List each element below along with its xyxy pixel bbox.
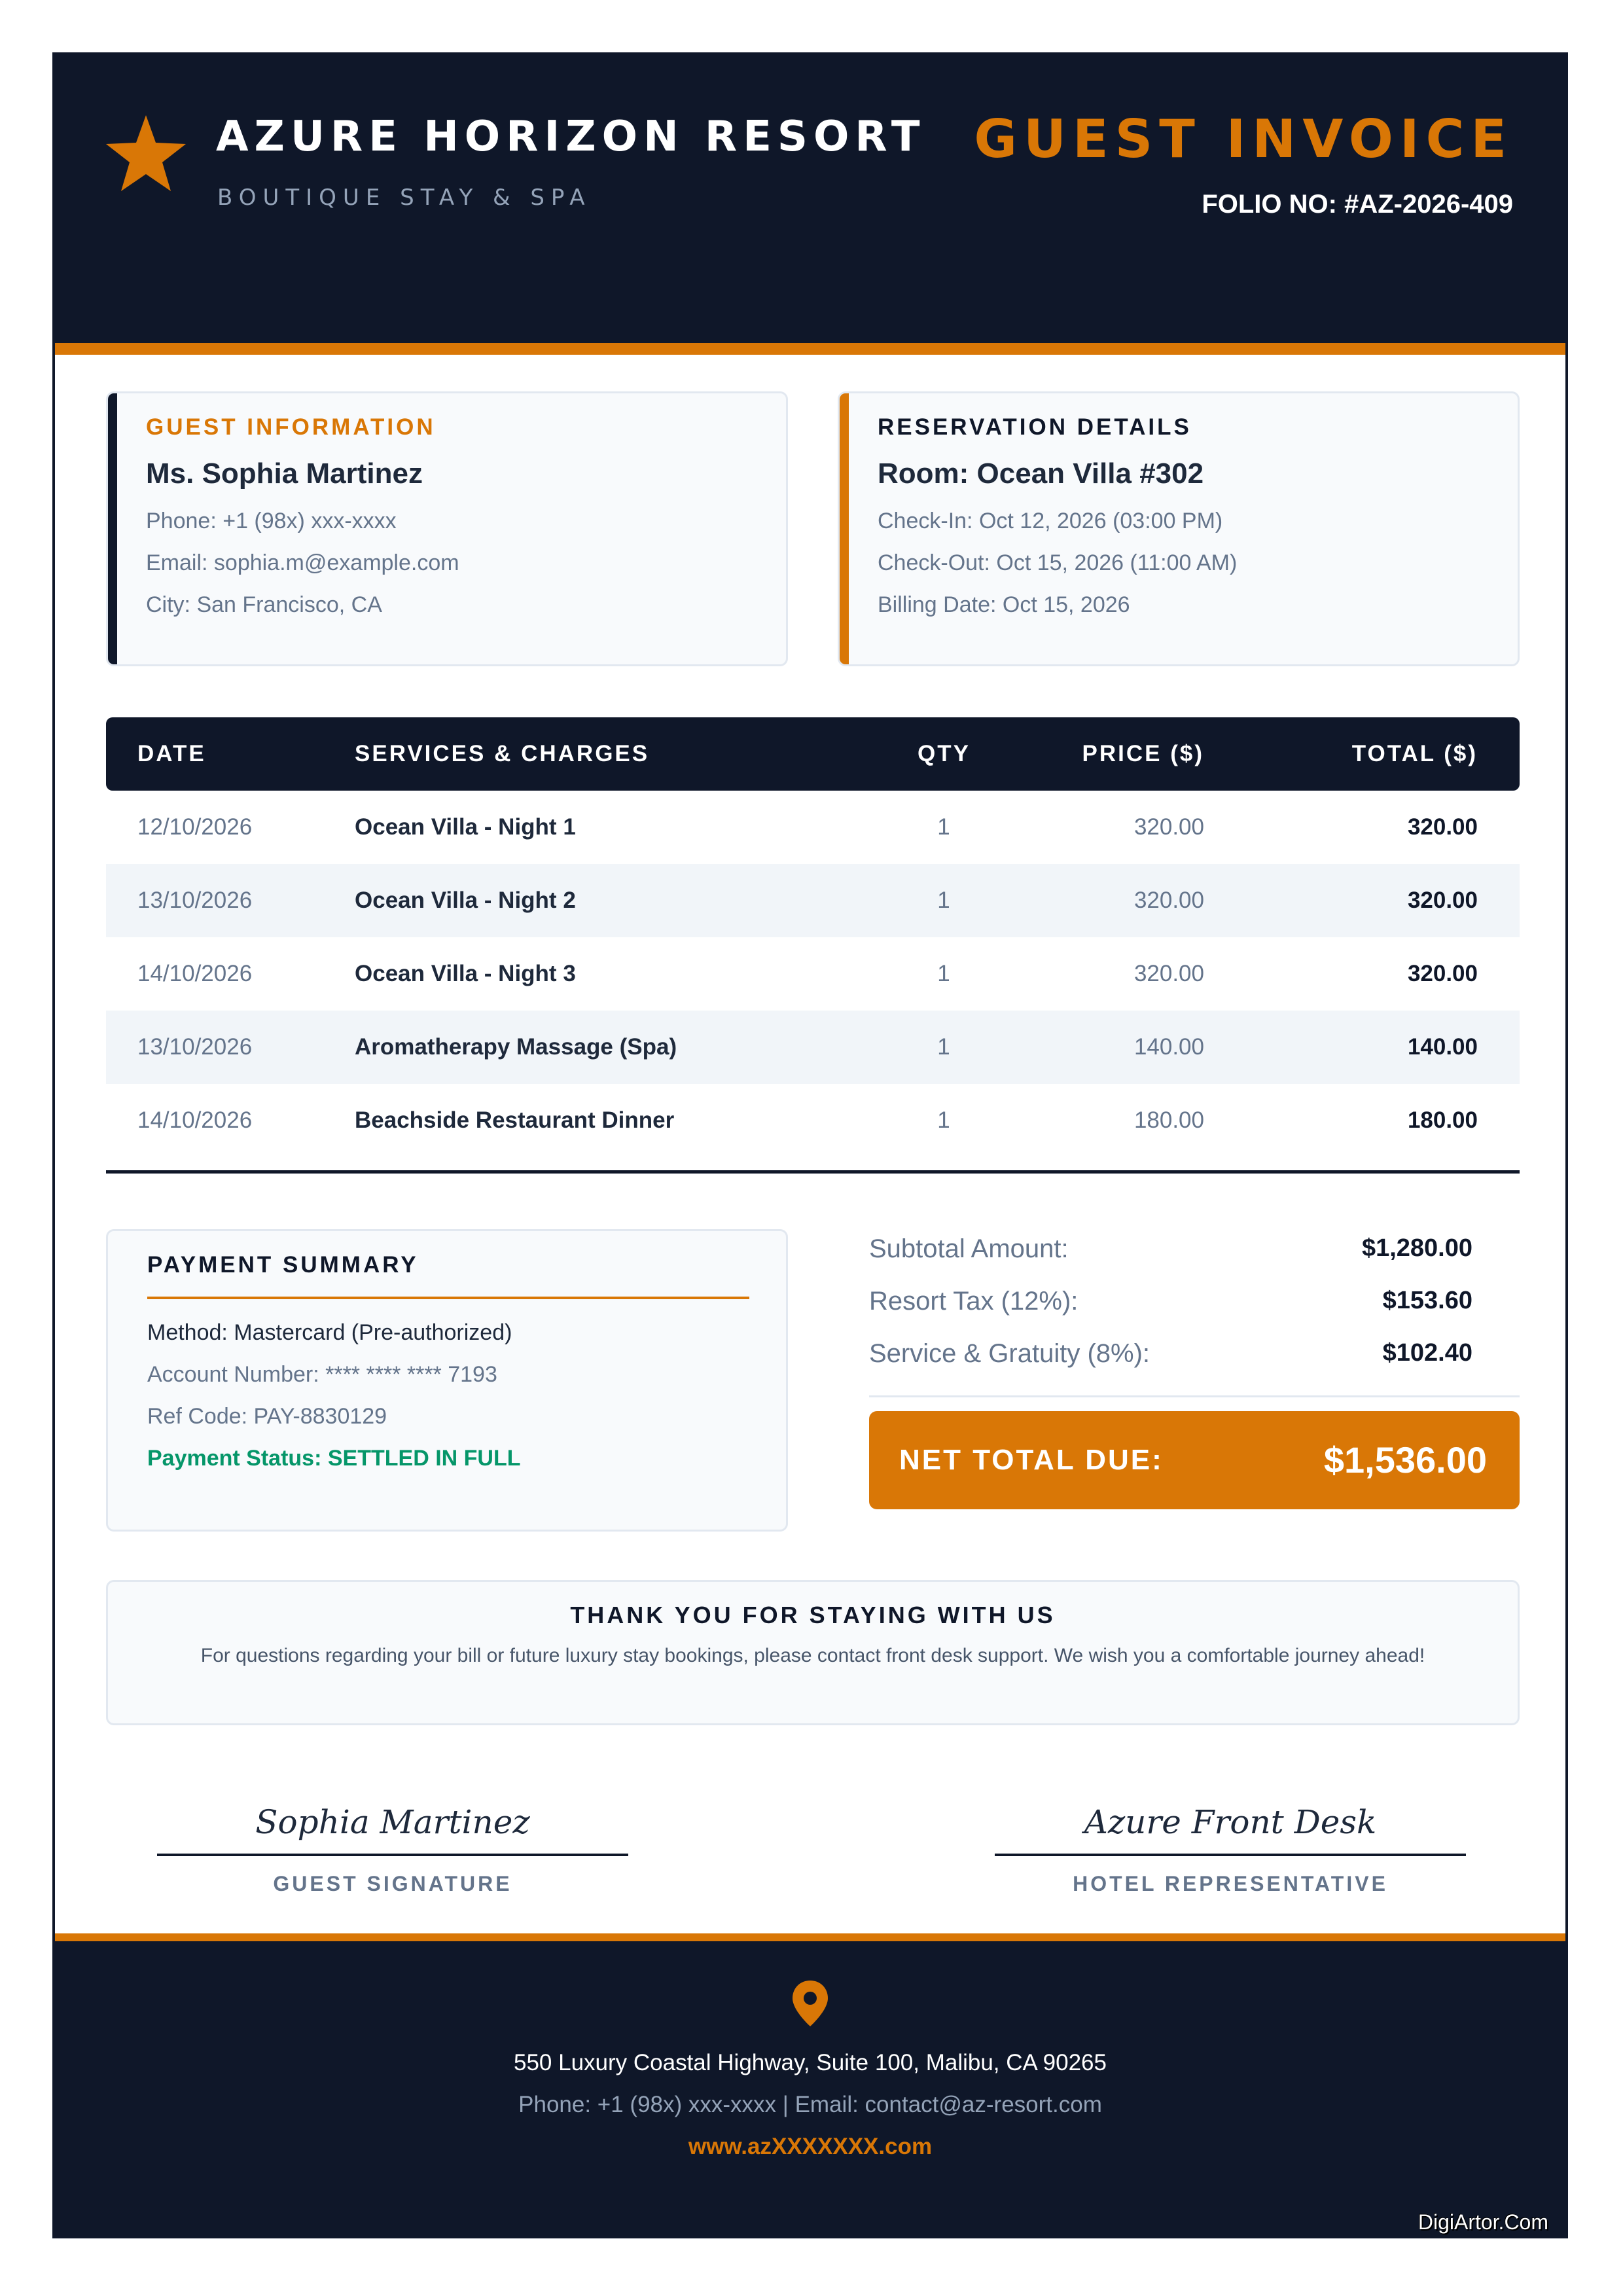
payment-summary-card [106, 1229, 788, 1532]
row-total: 180.00 [1407, 1107, 1478, 1133]
row-total: 320.00 [1407, 888, 1478, 913]
hotel-signature-label: HOTEL REPRESENTATIVE [1073, 1872, 1388, 1895]
ref-code: Ref Code: PAY-8830129 [147, 1404, 387, 1429]
folio-number: FOLIO NO: #AZ-2026-409 [1202, 190, 1513, 219]
location-pin-icon [791, 1979, 830, 2028]
hotel-signature: Azure Front Desk [1084, 1803, 1377, 1841]
row-service: Ocean Villa - Night 2 [355, 888, 576, 913]
service-value: $102.40 [1382, 1339, 1472, 1367]
resort-name: AZURE HORIZON RESORT [216, 113, 926, 161]
card-accent-bar [108, 393, 117, 664]
document-title: GUEST INVOICE [974, 109, 1513, 170]
payment-summary-title: PAYMENT SUMMARY [147, 1252, 419, 1278]
table-row [106, 791, 1520, 864]
invoice-sheet [52, 52, 1568, 2238]
reservation-card [838, 391, 1520, 666]
payment-divider [147, 1297, 749, 1299]
guest-city: City: San Francisco, CA [146, 592, 382, 617]
table-row [106, 864, 1520, 937]
row-qty: 1 [937, 814, 950, 840]
table-row [106, 937, 1520, 1011]
row-service: Ocean Villa - Night 3 [355, 961, 576, 986]
row-total: 140.00 [1407, 1034, 1478, 1060]
row-date: 13/10/2026 [137, 888, 253, 913]
row-date: 12/10/2026 [137, 814, 253, 840]
row-service: Beachside Restaurant Dinner [355, 1107, 675, 1133]
footer-accent-bar [55, 1933, 1565, 1941]
invoice-header [55, 55, 1565, 343]
hotel-signature-block [995, 1796, 1466, 1896]
row-qty: 1 [937, 961, 950, 986]
net-total-value: $1,536.00 [1323, 1439, 1487, 1480]
service-label: Service & Gratuity (8%): [869, 1339, 1150, 1368]
charges-table-body [106, 791, 1520, 1157]
account-number: Account Number: **** **** **** 7193 [147, 1362, 497, 1387]
row-date: 13/10/2026 [137, 1034, 253, 1060]
row-price: 140.00 [1133, 1034, 1204, 1060]
resort-tagline: BOUTIQUE STAY & SPA [217, 185, 592, 211]
check-out: Check-Out: Oct 15, 2026 (11:00 AM) [878, 550, 1238, 575]
column-header-price: PRICE ($) [1082, 741, 1204, 766]
table-row [106, 1084, 1520, 1157]
row-qty: 1 [937, 888, 950, 913]
net-total-box [869, 1411, 1520, 1509]
guest-email: Email: sophia.m@example.com [146, 550, 459, 575]
thank-you-title: THANK YOU FOR STAYING WITH US [570, 1602, 1056, 1628]
column-header-total: TOTAL ($) [1351, 741, 1478, 766]
subtotal-value: $1,280.00 [1361, 1234, 1472, 1262]
guest-info-label: GUEST INFORMATION [146, 414, 436, 440]
tax-value: $153.60 [1382, 1287, 1472, 1314]
row-price: 180.00 [1133, 1107, 1204, 1133]
guest-phone: Phone: +1 (98x) xxx-xxxx [146, 509, 397, 533]
totals-divider [869, 1395, 1520, 1397]
footer-address: 550 Luxury Coastal Highway, Suite 100, Malibu, CA 90265 [513, 2050, 1107, 2075]
row-total: 320.00 [1407, 961, 1478, 986]
row-price: 320.00 [1133, 888, 1204, 913]
row-date: 14/10/2026 [137, 1107, 253, 1133]
invoice-footer [55, 1941, 1565, 2238]
charges-table-header [106, 717, 1520, 791]
table-row [106, 1011, 1520, 1084]
guest-signature-block [157, 1796, 628, 1896]
signature-line [995, 1854, 1466, 1856]
column-header-qty: QTY [918, 741, 971, 766]
check-in: Check-In: Oct 12, 2026 (03:00 PM) [878, 509, 1223, 533]
tax-label: Resort Tax (12%): [869, 1287, 1079, 1316]
thank-you-card [106, 1580, 1520, 1725]
watermark: DigiArtor.Com [1418, 2210, 1548, 2234]
row-qty: 1 [937, 1034, 950, 1060]
signature-line [157, 1854, 628, 1856]
card-accent-bar [840, 393, 849, 664]
star-icon [105, 114, 187, 192]
row-total: 320.00 [1407, 814, 1478, 840]
row-price: 320.00 [1133, 961, 1204, 986]
column-header-date: DATE [137, 741, 206, 766]
payment-status: Payment Status: SETTLED IN FULL [147, 1446, 521, 1471]
column-header-services: SERVICES & CHARGES [355, 741, 650, 766]
subtotal-label: Subtotal Amount: [869, 1234, 1069, 1263]
table-bottom-rule [106, 1170, 1520, 1174]
footer-website[interactable]: www.azXXXXXXX.com [688, 2134, 933, 2159]
thank-you-text: For questions regarding your bill or future luxury stay bookings, please contact front desk support. We wish you a comfortable journey ahead! [200, 1645, 1425, 1666]
guest-signature: Sophia Martinez [255, 1803, 530, 1841]
row-service: Ocean Villa - Night 1 [355, 814, 576, 840]
row-date: 14/10/2026 [137, 961, 253, 986]
net-total-label: NET TOTAL DUE: [899, 1444, 1164, 1476]
row-qty: 1 [937, 1107, 950, 1133]
payment-method: Method: Mastercard (Pre-authorized) [147, 1320, 512, 1345]
guest-info-card [106, 391, 788, 666]
row-price: 320.00 [1133, 814, 1204, 840]
reservation-label: RESERVATION DETAILS [878, 414, 1192, 440]
billing-date: Billing Date: Oct 15, 2026 [878, 592, 1130, 617]
guest-name: Ms. Sophia Martinez [146, 457, 423, 490]
guest-signature-label: GUEST SIGNATURE [273, 1872, 512, 1895]
row-service: Aromatherapy Massage (Spa) [355, 1034, 677, 1060]
room-name: Room: Ocean Villa #302 [878, 457, 1204, 490]
footer-contact: Phone: +1 (98x) xxx-xxxx | Email: contact@az-resort.com [518, 2092, 1102, 2117]
header-accent-bar [55, 343, 1565, 355]
